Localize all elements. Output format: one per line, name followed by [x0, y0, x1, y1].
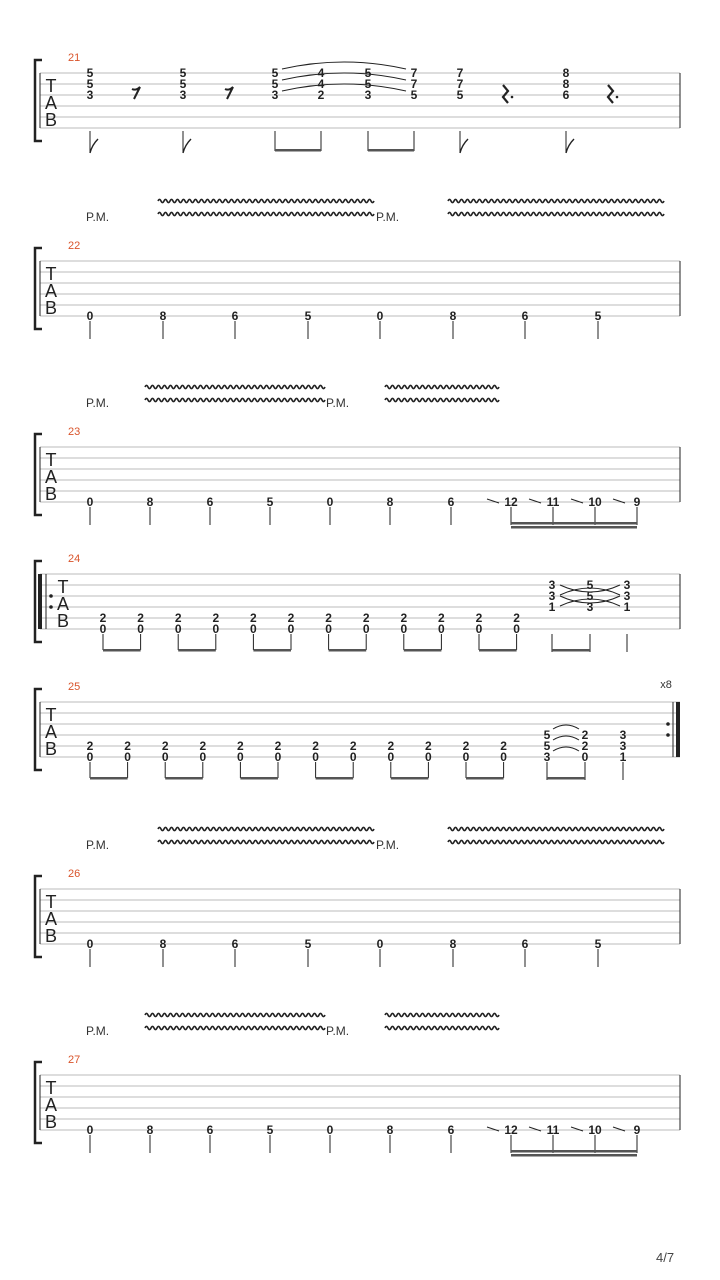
palm-mute-label: P.M.	[326, 1024, 350, 1038]
quarter-rest	[608, 85, 613, 103]
fret-number: 2	[274, 739, 282, 753]
fret-number: 0	[99, 622, 107, 636]
beam	[511, 1150, 637, 1153]
beam	[240, 777, 278, 780]
fret-number: 2	[99, 611, 107, 625]
fret-number: 5	[86, 77, 94, 91]
tab-letter-t: T	[45, 1078, 57, 1098]
tab-letter-a: A	[44, 909, 58, 929]
beam	[90, 777, 128, 780]
fret-number: 6	[521, 309, 529, 323]
fret-number: 9	[633, 495, 641, 509]
fret-number: 5	[179, 77, 187, 91]
fret-number: 5	[456, 88, 464, 102]
tab-letter-b: B	[44, 739, 58, 759]
measure-number: 21	[68, 52, 81, 64]
fret-number: 2	[362, 611, 370, 625]
beam	[368, 149, 414, 152]
fret-number: 11	[546, 495, 560, 509]
vibrato-wave	[385, 398, 499, 401]
system-bracket	[35, 248, 42, 329]
fret-number: 2	[137, 611, 144, 625]
fret-number: 2	[475, 611, 483, 625]
vibrato-wave	[158, 199, 374, 202]
fret-number: 5	[594, 937, 602, 951]
beam	[552, 649, 590, 652]
fret-number: 0	[326, 495, 334, 509]
fret-number: 2	[86, 739, 94, 753]
fret-number: 2	[500, 739, 507, 753]
fret-number: 3	[543, 750, 551, 764]
beam	[178, 649, 216, 652]
fret-number: 0	[400, 622, 408, 636]
vibrato-wave	[158, 212, 374, 215]
system-bracket	[35, 1062, 42, 1143]
fret-number: 2	[317, 88, 325, 102]
fret-number: 2	[199, 739, 207, 753]
fret-number: 2	[581, 739, 589, 753]
tab-letter-a: A	[56, 594, 70, 614]
vibrato-wave	[448, 212, 664, 215]
fret-number: 0	[438, 622, 445, 636]
fret-number: 12	[504, 495, 518, 509]
fret-number: 0	[462, 750, 470, 764]
vibrato-wave	[385, 1026, 499, 1029]
fret-number: 2	[349, 739, 357, 753]
fret-number: 3	[548, 589, 556, 603]
fret-number: 3	[548, 578, 556, 592]
fret-number: 3	[619, 728, 627, 742]
beam	[165, 777, 203, 780]
fret-number: 2	[161, 739, 169, 753]
beam	[479, 649, 517, 652]
fret-number: 3	[586, 600, 594, 614]
fret-number: 8	[562, 66, 570, 80]
slur	[282, 62, 406, 69]
beam	[511, 522, 637, 525]
fret-number: 2	[425, 739, 432, 753]
fret-number: 8	[386, 1123, 394, 1137]
repeat-thick-bar	[38, 574, 42, 629]
fret-number: 0	[212, 622, 220, 636]
fret-number: 11	[546, 1123, 560, 1137]
fret-number: 3	[623, 578, 631, 592]
fret-number: 0	[376, 937, 384, 951]
tab-letter-t: T	[45, 705, 57, 725]
fret-number: 0	[326, 1123, 334, 1137]
tab-letter-t: T	[57, 577, 69, 597]
vibrato-wave	[158, 827, 374, 830]
slur	[553, 725, 579, 729]
fret-number: 3	[623, 589, 631, 603]
fret-number: 3	[271, 88, 279, 102]
fret-number: 6	[447, 1123, 455, 1137]
note-flag	[90, 139, 98, 153]
palm-mute-label: P.M.	[86, 838, 110, 852]
repeat-dot	[49, 605, 53, 609]
fret-number: 2	[438, 611, 445, 625]
vibrato-wave	[158, 840, 374, 843]
beam	[511, 1154, 637, 1157]
beam	[103, 649, 141, 652]
note-flag	[460, 139, 468, 153]
fret-number: 2	[287, 611, 295, 625]
fret-number: 8	[562, 77, 570, 91]
tab-letter-b: B	[44, 298, 58, 318]
repeat-dot	[666, 722, 670, 726]
fret-number: 5	[271, 77, 279, 91]
fret-number: 1	[619, 750, 627, 764]
note-flag	[566, 139, 574, 153]
beam	[275, 149, 321, 152]
fret-number: 2	[462, 739, 470, 753]
beam	[466, 777, 504, 780]
tab-letter-b: B	[44, 926, 58, 946]
fret-number: 2	[250, 611, 257, 625]
repeat-count: x8	[660, 679, 672, 691]
fret-number: 4	[317, 66, 325, 80]
fret-number: 6	[231, 937, 239, 951]
fret-number: 0	[250, 622, 257, 636]
fret-number: 5	[304, 309, 312, 323]
fret-number: 2	[237, 739, 244, 753]
fret-number: 6	[206, 495, 214, 509]
fret-number: 2	[400, 611, 408, 625]
system-bracket	[35, 876, 42, 957]
fret-number: 0	[161, 750, 169, 764]
fret-number: 0	[475, 622, 483, 636]
fret-number: 0	[86, 937, 94, 951]
fret-number: 0	[312, 750, 319, 764]
vibrato-wave	[145, 385, 325, 388]
fret-number: 2	[325, 611, 332, 625]
system-bracket	[35, 60, 42, 141]
vibrato-wave	[385, 1013, 499, 1016]
fret-number: 0	[124, 750, 131, 764]
beam	[404, 649, 442, 652]
slur	[282, 84, 406, 91]
beam	[329, 649, 367, 652]
fret-number: 1	[548, 600, 556, 614]
fret-number: 0	[325, 622, 332, 636]
system-bracket	[35, 434, 42, 515]
dot	[616, 96, 619, 99]
fret-number: 5	[364, 77, 372, 91]
fret-number: 2	[513, 611, 520, 625]
vibrato-wave	[385, 385, 499, 388]
fret-number: 6	[447, 495, 455, 509]
palm-mute-label: P.M.	[376, 838, 400, 852]
fret-number: 6	[206, 1123, 214, 1137]
fret-number: 0	[86, 495, 94, 509]
fret-number: 3	[86, 88, 94, 102]
fret-number: 0	[349, 750, 357, 764]
fret-number: 0	[237, 750, 244, 764]
vibrato-wave	[145, 1013, 325, 1016]
beam	[391, 777, 429, 780]
fret-number: 3	[364, 88, 372, 102]
tab-letter-t: T	[45, 450, 57, 470]
tab-letter-a: A	[44, 93, 58, 113]
measure-number: 22	[68, 240, 81, 252]
repeat-dot	[666, 733, 670, 737]
beam	[316, 777, 354, 780]
measure-number: 23	[68, 426, 81, 438]
fret-number: 0	[137, 622, 144, 636]
fret-number: 8	[146, 1123, 154, 1137]
fret-number: 12	[504, 1123, 518, 1137]
vibrato-wave	[448, 840, 664, 843]
fret-number: 10	[588, 495, 602, 509]
fret-number: 2	[387, 739, 395, 753]
fret-number: 6	[562, 88, 570, 102]
fret-number: 2	[174, 611, 182, 625]
repeat-thick-bar	[676, 702, 680, 757]
dot	[511, 96, 514, 99]
fret-number: 4	[317, 77, 325, 91]
eighth-rest	[132, 87, 140, 99]
eighth-rest	[225, 87, 233, 99]
fret-number: 10	[588, 1123, 602, 1137]
measure-number: 27	[68, 1054, 81, 1066]
fret-number: 3	[179, 88, 187, 102]
fret-number: 0	[513, 622, 520, 636]
vibrato-wave	[145, 398, 325, 401]
tab-letter-t: T	[45, 264, 57, 284]
palm-mute-label: P.M.	[86, 210, 110, 224]
measure-number: 24	[68, 553, 81, 565]
fret-number: 0	[86, 309, 94, 323]
fret-number: 5	[586, 589, 594, 603]
fret-number: 0	[199, 750, 207, 764]
fret-number: 6	[231, 309, 239, 323]
tab-letter-b: B	[44, 1112, 58, 1132]
fret-number: 0	[425, 750, 432, 764]
palm-mute-label: P.M.	[326, 396, 350, 410]
tab-letter-a: A	[44, 1095, 58, 1115]
tab-letter-a: A	[44, 467, 58, 487]
slur	[553, 747, 579, 751]
beam	[547, 777, 585, 780]
fret-number: 7	[410, 77, 418, 91]
fret-number: 1	[623, 600, 631, 614]
palm-mute-label: P.M.	[86, 1024, 110, 1038]
fret-number: 0	[581, 750, 589, 764]
vibrato-wave	[448, 827, 664, 830]
page-number: 4/7	[656, 1250, 675, 1265]
system-bracket	[35, 689, 42, 770]
fret-number: 0	[362, 622, 370, 636]
fret-number: 7	[456, 66, 464, 80]
tab-letter-b: B	[44, 484, 58, 504]
note-flag	[183, 139, 191, 153]
fret-number: 0	[86, 750, 94, 764]
vibrato-wave	[448, 199, 664, 202]
slur	[553, 736, 579, 740]
fret-number: 8	[159, 309, 167, 323]
fret-number: 2	[581, 728, 589, 742]
fret-number: 0	[274, 750, 282, 764]
fret-number: 5	[410, 88, 418, 102]
tab-letter-t: T	[45, 892, 57, 912]
tab-letter-a: A	[44, 722, 58, 742]
fret-number: 5	[586, 578, 594, 592]
tab-letter-b: B	[56, 611, 70, 631]
beam	[511, 526, 637, 529]
fret-number: 0	[500, 750, 507, 764]
fret-number: 5	[543, 739, 551, 753]
palm-mute-label: P.M.	[376, 210, 400, 224]
measure-number: 26	[68, 868, 81, 880]
fret-number: 5	[271, 66, 279, 80]
fret-number: 5	[266, 1123, 274, 1137]
fret-number: 2	[212, 611, 220, 625]
beam	[253, 649, 291, 652]
measure-number: 25	[68, 681, 81, 693]
fret-number: 5	[179, 66, 187, 80]
tab-letter-a: A	[44, 281, 58, 301]
fret-number: 0	[174, 622, 182, 636]
fret-number: 8	[146, 495, 154, 509]
fret-number: 8	[386, 495, 394, 509]
palm-mute-label: P.M.	[86, 396, 110, 410]
fret-number: 2	[124, 739, 131, 753]
vibrato-wave	[145, 1026, 325, 1029]
fret-number: 7	[456, 77, 464, 91]
fret-number: 0	[86, 1123, 94, 1137]
fret-number: 0	[376, 309, 384, 323]
fret-number: 5	[266, 495, 274, 509]
fret-number: 3	[619, 739, 627, 753]
fret-number: 8	[159, 937, 167, 951]
fret-number: 0	[287, 622, 295, 636]
repeat-dot	[49, 594, 53, 598]
fret-number: 5	[364, 66, 372, 80]
quarter-rest	[503, 85, 508, 103]
slur	[282, 73, 406, 80]
fret-number: 0	[387, 750, 395, 764]
fret-number: 8	[449, 309, 457, 323]
fret-number: 8	[449, 937, 457, 951]
tab-letter-b: B	[44, 110, 58, 130]
fret-number: 5	[543, 728, 551, 742]
fret-number: 5	[86, 66, 94, 80]
fret-number: 2	[312, 739, 319, 753]
fret-number: 9	[633, 1123, 641, 1137]
tab-letter-t: T	[45, 76, 57, 96]
fret-number: 5	[304, 937, 312, 951]
fret-number: 7	[410, 66, 418, 80]
fret-number: 5	[594, 309, 602, 323]
fret-number: 6	[521, 937, 529, 951]
